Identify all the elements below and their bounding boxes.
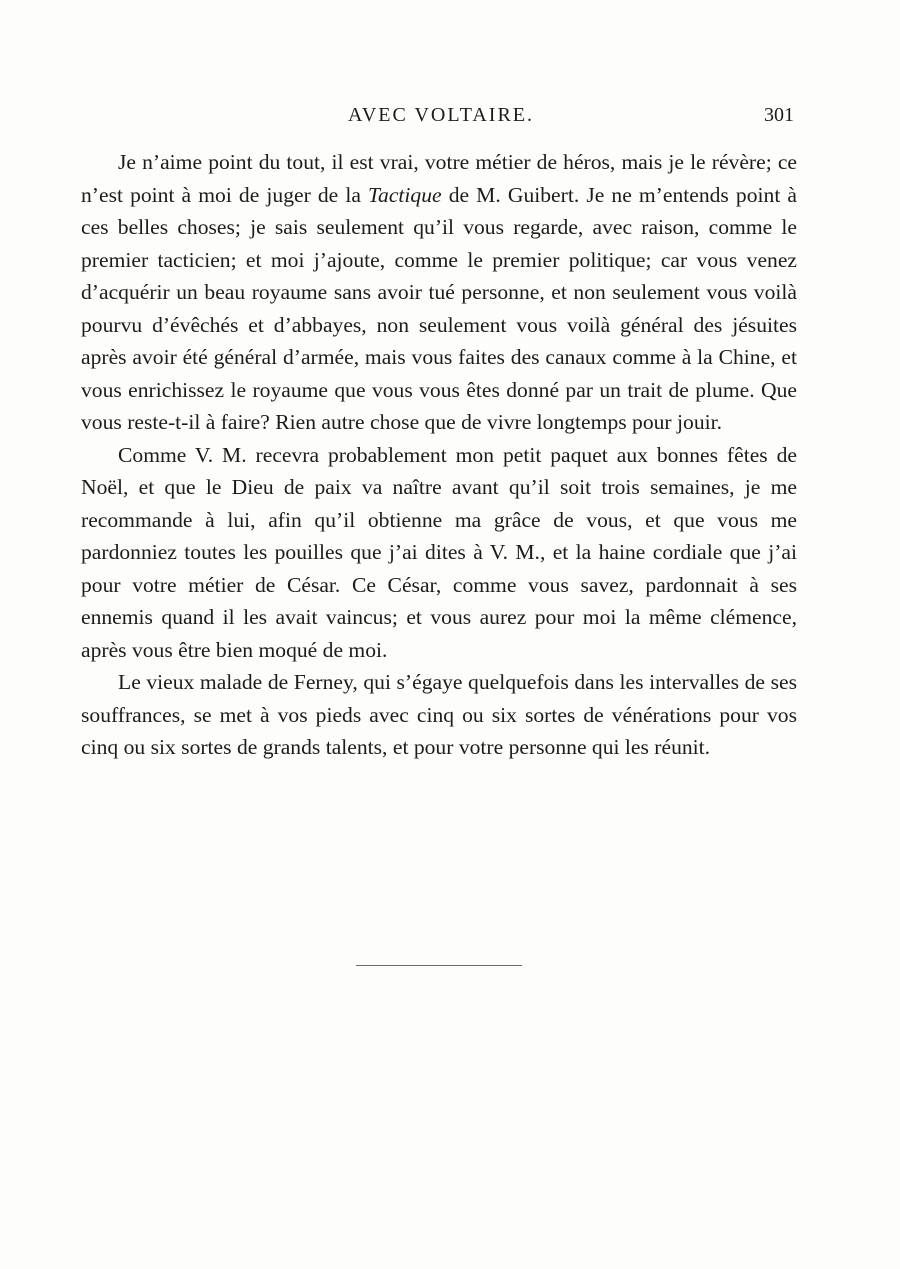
running-head	[80, 104, 798, 134]
paragraph-1-text-end: de M. Guibert. Je ne m’entends point à ces belles choses; je sais seulement qu’il vous regarde, avec raison, comme le premier tacticien; et moi j’ajoute, comme le premier politique; car vous venez d’acquérir un beau royaume sans avoir tué personne, et non seulement vous voilà pourvu d’évêchés et d’abbayes, non seulement vous voilà général des jésuites après avoir été général d’armée, mais vous faites des canaux comme à la Chine, et vous enrichissez le royaume que vous vous êtes donné par un trait de plume. Que vous reste-t-il à faire? Rien autre chose que de vivre longtemps pour jouir.	[81, 182, 797, 434]
paragraph-1-text-start: Je n’aime point du tout, il est vrai, votre métier de héros, mais je le révère; ce n’est point à moi de juger de la	[81, 150, 797, 207]
paragraph-2: Comme V. M. recevra probablement mon petit paquet aux bonnes fêtes de Noël, et que le Dieu de paix va naître avant qu’il soit trois semaines, je me recommande à lui, afin qu’il obtienne ma grâce de vous, et que vous me pardonniez toutes les pouilles que j’ai dites à V. M., et la haine cordiale que j’ai pour votre métier de César. Ce César, comme vous savez, pardonnait à ses ennemis quand il les avait vaincus; et vous aurez pour moi la même clémence, après vous être bien moqué de moi.	[81, 442, 797, 662]
running-title: AVEC VOLTAIRE.	[347, 104, 535, 126]
letter-body	[81, 146, 797, 764]
closing-rule	[356, 965, 522, 966]
page-number: 301	[764, 104, 794, 126]
paragraph-3: Le vieux malade de Ferney, qui s’égaye quelquefois dans les intervalles de ses souffrances, se met à vos pieds avec cinq ou six sortes de vénérations pour vos cinq ou six sortes de grands talents, et pour votre personne qui les réunit.	[81, 670, 797, 759]
book-title-italic: Tactique	[368, 182, 442, 207]
paragraph-1	[81, 146, 797, 439]
